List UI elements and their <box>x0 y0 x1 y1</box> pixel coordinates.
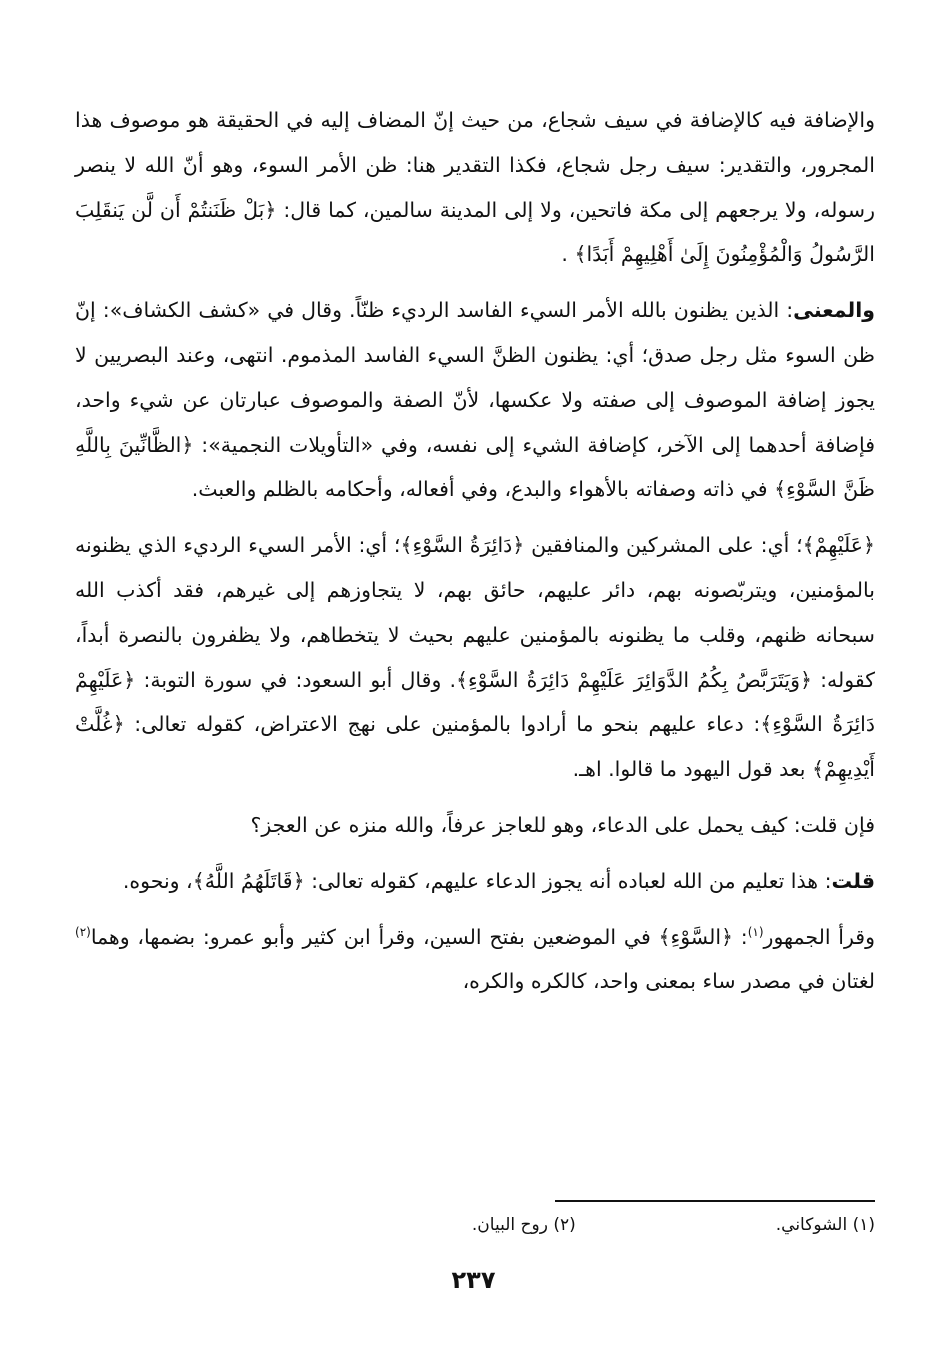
text: . <box>561 242 575 267</box>
paragraph-4 <box>75 803 875 848</box>
text: والإضافة فيه كالإضافة في سيف شجاع، من حيث إنّ المضاف إليه في الحقيقة هو موصوف هذا المجرور، والتقدير: سيف رجل شجاع، فكذا التقدير هنا: ظن الأمر السوء، وهو أنّ الله لا ينصر رسوله، ولا يرجعهم إلى مكة فاتحين، ولا إلى المدينة سالمين، كما قال: <box>75 108 875 222</box>
text: ، ونحوه. <box>122 868 193 893</box>
quran-verse: ﴿قَاتَلَهُمُ اللَّهُ﴾ <box>192 868 305 893</box>
quran-verse: ﴿السَّوْءِ﴾ <box>658 924 734 949</box>
text: بعد قول اليهود ما قالوا. اهـ. <box>572 757 813 782</box>
footnote-2: (٢) روح البيان. <box>471 1215 576 1235</box>
text: ؛ أي: على المشركين والمنافقين <box>524 533 803 558</box>
page-number: ٢٣٧ <box>451 1266 496 1294</box>
paragraph-lead: والمعنى <box>793 298 875 323</box>
text: في ذاته وصفاته بالأهواء والبدع، وفي أفعاله، وأحكامه بالظلم والعبث. <box>191 477 775 502</box>
text: لغتان في مصدر ساء بمعنى واحد، كالكره والكره، <box>462 969 875 994</box>
text: . وقال أبو السعود: في سورة التوبة: <box>135 667 457 692</box>
text: وقرأ الجمهور <box>763 924 875 949</box>
footnote-1: (١) الشوكاني. <box>775 1215 875 1235</box>
quran-verse: ﴿الظَّانِّينَ بِاللَّهِ ظَنَّ السَّوْءِ﴾ <box>75 432 875 502</box>
text: فإن قلت: كيف يحمل على الدعاء، وهو للعاجز عرفاً، والله منزه عن العجز؟ <box>250 812 875 837</box>
text: ؛ أي: الأمر السيء الرديء الذي يظنونه بالمؤمنين، ويتربّصونه بهم، دائر عليهم، حائق بهم، لا يتجاوزهم إلى غيرهم، فقد أكذب الله سبحانه ظنهم، وقلب ما يظنونه بالمؤمنين عليهم بحيث لا يتخطاهم، ولا يظفرون بالنصرة أبداً، كقوله: <box>75 533 875 692</box>
quran-verse: ﴿بَلْ ظَنَنتُمْ أَن لَّن يَنقَلِبَ الرَّسُولُ وَالْمُؤْمِنُونَ إِلَىٰ أَهْلِيهِمْ أَبَدًا﴾ <box>75 197 875 267</box>
paragraph-5 <box>75 859 875 904</box>
main-text <box>75 98 875 1015</box>
footnotes <box>75 1210 875 1240</box>
paragraph-2 <box>75 288 875 512</box>
quran-verse: ﴿عَلَيْهِمْ﴾ <box>802 533 875 558</box>
paragraph-6 <box>75 915 875 1005</box>
footnote-separator <box>555 1200 875 1202</box>
quran-verse: ﴿غُلَّتْ أَيْدِيهِمْ﴾ <box>75 712 875 782</box>
footnote-ref: (١) <box>747 924 764 939</box>
footnote-ref: (٢) <box>75 924 91 939</box>
text: : <box>733 924 748 949</box>
quran-verse: ﴿عَلَيْهِمْ دَائِرَةُ السَّوْءِ﴾ <box>75 667 875 737</box>
paragraph-1 <box>75 98 875 277</box>
text: : هذا تعليم من الله لعباده أنه يجوز الدعاء عليهم، كقوله تعالى: <box>304 868 832 893</box>
quran-verse: ﴿وَيَتَرَبَّصُ بِكُمُ الدَّوَائِرَ عَلَيْهِمْ دَائِرَةُ السَّوْءِ﴾ <box>456 667 812 692</box>
paragraph-lead: قلت <box>831 868 875 893</box>
text: : الذين يظنون بالله الأمر السيء الفاسد الرديء ظنّاً. وقال في «كشف الكشاف»: إنّ ظن السوء مثل رجل صدق؛ أي: يظنون الظنَّ السيء الفاسد المذموم. انتهى، وعند البصريين لا يجوز إضافة الموصوف إلى صفته ولا عكسها، لأنّ الصفة والموصوف عبارتان عن شيء واحد، فإضافة أحدهما إلى الآخر، كإضافة الشيء إلى نفسه، وفي «التأويلات النجمية»: <box>75 298 875 457</box>
quran-verse: ﴿دَائِرَةُ السَّوْءِ﴾ <box>400 533 525 558</box>
paragraph-3 <box>75 523 875 792</box>
text: : دعاء عليهم بنحو ما أرادوا بالمؤمنين على نهج الاعتراض، كقوله تعالى: <box>124 712 761 737</box>
text: في الموضعين بفتح السين، وقرأ ابن كثير وأبو عمرو: بضمها، وهما <box>90 924 659 949</box>
